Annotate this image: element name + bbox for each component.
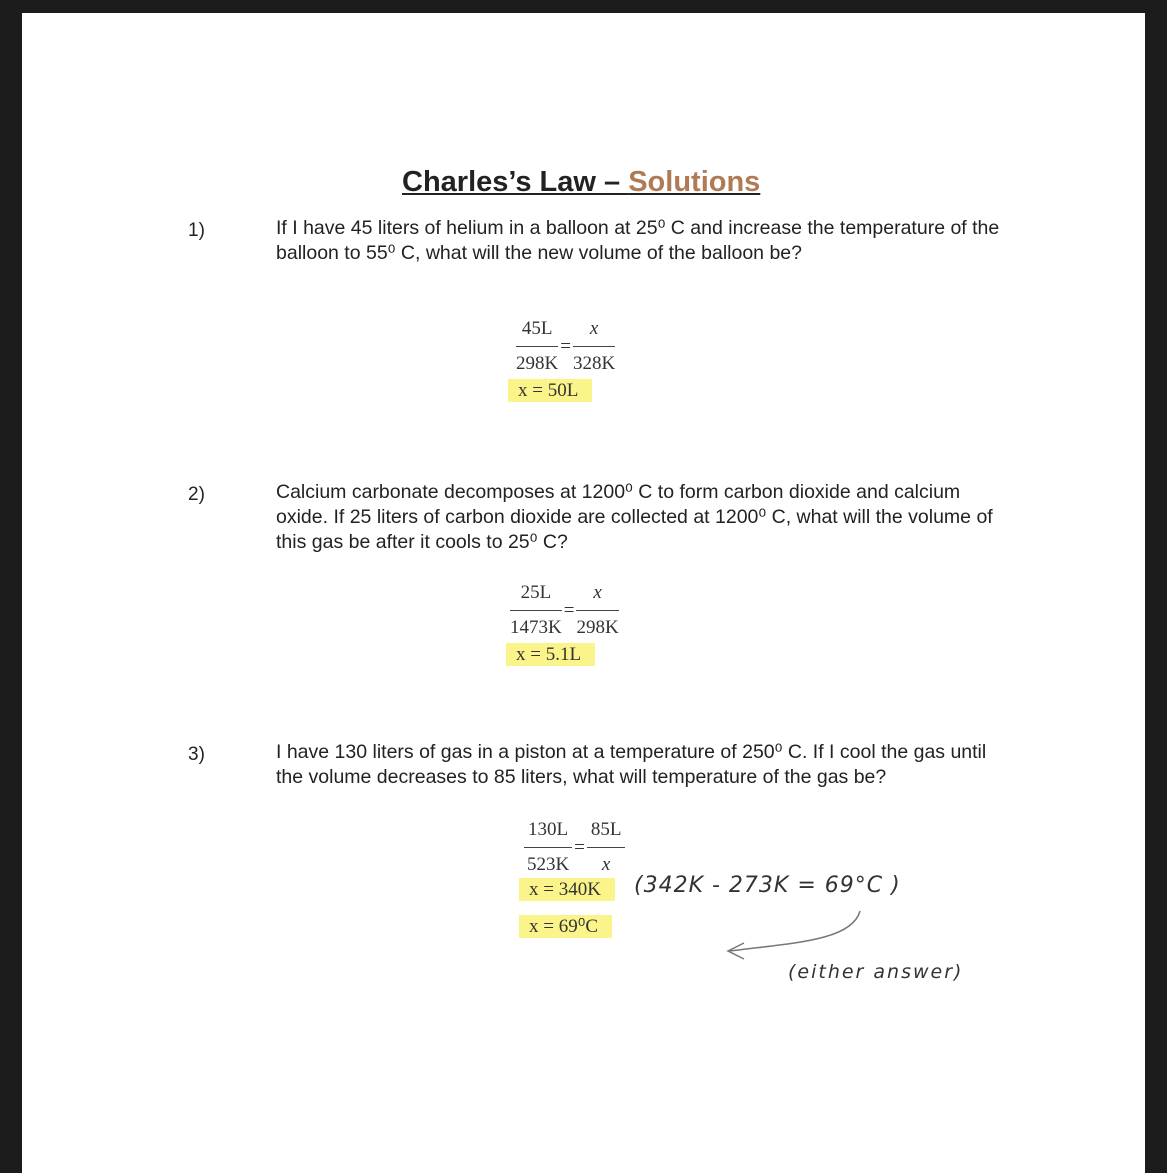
document-page <box>22 13 1145 1173</box>
handwritten-calculation: (342K - 273K = 69°C ) <box>634 873 901 898</box>
title-solutions: Solutions <box>628 166 761 198</box>
problem-1-answer: x = 50L <box>508 379 592 402</box>
title-main: Charles’s Law – <box>402 166 629 198</box>
equals: = <box>574 836 585 858</box>
problem-2-answer: x = 5.1L <box>506 643 595 666</box>
numerator: 25L <box>510 582 562 611</box>
denominator: 328K <box>572 353 616 374</box>
problem-2-equation <box>510 582 619 639</box>
problem-3-question: I have 130 liters of gas in a piston at a temperature of 250⁰ C. If I cool the gas until the volume decreases to 85 liters, what will temperature of the gas be? <box>276 741 987 788</box>
problem-3-equation <box>524 819 625 876</box>
numerator: 130L <box>524 819 572 848</box>
handwritten-note: (either answer) <box>788 961 964 983</box>
numerator: x <box>589 318 599 339</box>
problem-3-answer-kelvin: x = 340K <box>519 878 615 901</box>
denominator: 523K <box>526 854 570 875</box>
numerator: 45L <box>516 318 558 347</box>
denominator: x <box>601 854 611 875</box>
problem-3-answer-celsius: x = 69⁰C <box>519 915 612 938</box>
problem-1-number: 1) <box>188 220 205 241</box>
equals: = <box>563 599 575 621</box>
page-title <box>402 166 760 199</box>
denominator: 298K <box>576 617 619 638</box>
problem-1-question: If I have 45 liters of helium in a balloon at 25⁰ C and increase the temperature of the balloon to 55⁰ C, what will the new volume of the balloon be? <box>276 217 1000 264</box>
problem-2-question: Calcium carbonate decomposes at 1200⁰ C to form carbon dioxide and calcium oxide. If 25 liters of carbon dioxide are collected at 1200⁰ C, what will the volume of this gas be after it cools to 25⁰ C? <box>276 481 993 553</box>
problem-1-equation <box>516 318 615 375</box>
equals: = <box>560 335 571 357</box>
denominator: 298K <box>516 353 559 374</box>
denominator: 1473K <box>510 617 562 638</box>
problem-3-number: 3) <box>188 744 205 765</box>
problem-2-number: 2) <box>188 484 205 505</box>
numerator: x <box>593 582 602 603</box>
numerator: 85L <box>587 819 626 848</box>
